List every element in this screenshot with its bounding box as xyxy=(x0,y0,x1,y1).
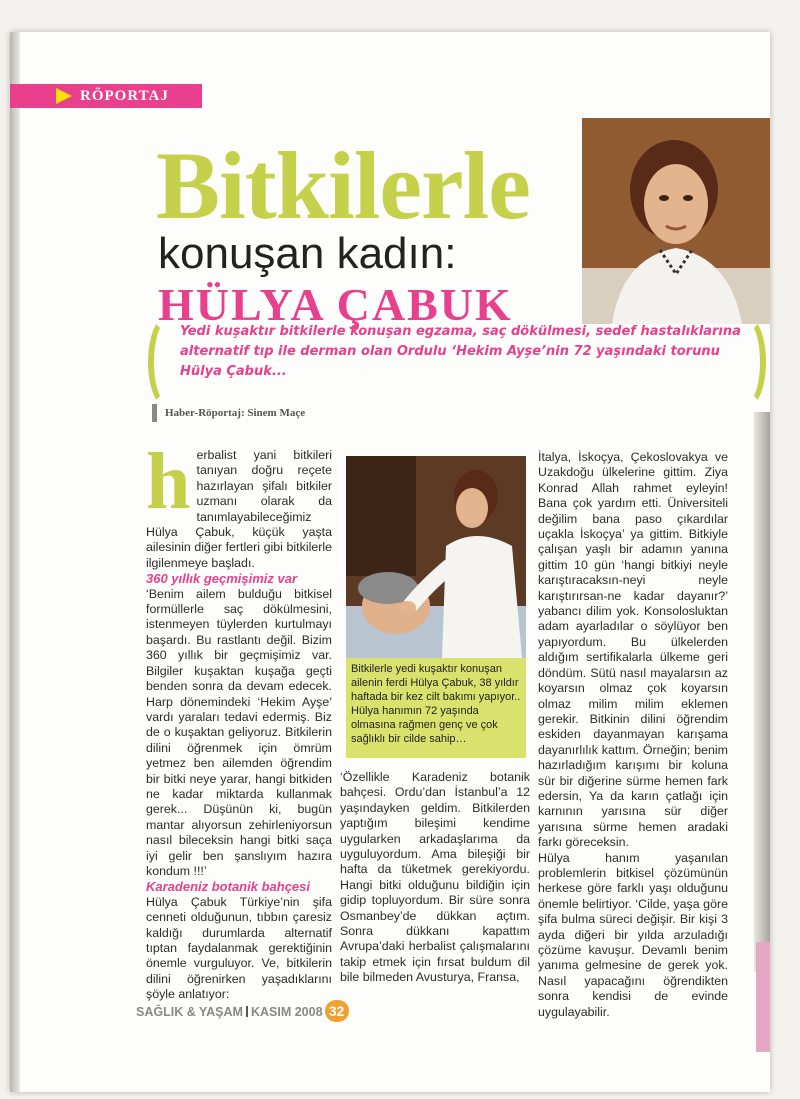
intro-bracket-right xyxy=(728,316,766,408)
portrait-photo xyxy=(582,118,770,324)
page-edge-tab xyxy=(756,942,770,1052)
paragraph: ‘Özellikle Karadeniz botanik bahçesi. Ordu’dan İstanbul’a 12 yaşındayken geldim. Bitkilerden yaptığım bileşimi kendime uygularken arkadaşlarıma da uyguluyordum. Ama bileşiği bir hafta da tüketmek gerekiyordu. Hangi bitki olduğunu bildiğin için gidip topluyordum. Bir süre sonra Osmanbey’de dükkan açtım. Sonra dükkanı kapattım Avrupa’daki herbalist çalışmalarını takip etmek için fırsat buldum dil bile bilmeden Avusturya, Fransa, xyxy=(340,770,530,985)
intro-lead: Yedi kuşaktır bitkilerle konuşan egzama, saç dökülmesi, sedef hastalıklarına alternatif tıp ile derman olan Ordulu ‘Hekim Ayşe’nin 72 yaşındaki torunu Hülya Çabuk... xyxy=(180,324,741,379)
magazine-page xyxy=(10,32,770,1092)
subheading: 360 yıllık geçmişimiz var xyxy=(146,571,298,587)
paragraph: Hülya Çabuk Türkiye’nin şifa cenneti olduğunun, tıbbın çaresiz kaldığı durumlarda alternatif tıptan faydalanmak gerektiğinin önemle vurguluyor. Ve, bitkilerin dilini öğrenirken yaşadıklarını şöyle anlatıyor: xyxy=(146,894,332,1002)
paragraph: erbalist yani bitkileri tanıyan doğru reçete hazırlayan şifalı bitkiler uzmanı olarak da tanımlayabileceğimiz Hülya Çabuk, küçük yaşta ailesinin diğer fertleri gibi bitkilerle ilgilenmeye başladı. xyxy=(146,448,332,570)
drop-cap: h xyxy=(146,438,191,526)
treatment-photo xyxy=(346,456,526,658)
page-edge-shadow xyxy=(754,412,770,972)
page-number: 32 xyxy=(325,1000,349,1022)
arrow-icon xyxy=(56,88,72,104)
text-column-2 xyxy=(340,770,530,986)
subheading: Karadeniz botanik bahçesi xyxy=(146,879,310,895)
text-column-1 xyxy=(146,438,332,1003)
photo-caption: Bitkilerle yedi kuşaktır konuşan ailenin ferdi Hülya Çabuk, 38 yıldır haftada bir kez cilt bakımı yapıyor.. Hülya hanımın 72 yaşında olmasına rağmen genç ve çok sağlıklı bir cilde sahip… xyxy=(346,658,526,758)
footer-divider xyxy=(246,1006,248,1017)
issue-date: KASIM 2008 xyxy=(250,1005,323,1019)
paragraph: ‘Benim ailem bulduğu bitkisel formüllerle saç dökülmesini, istenmeyen tüylerden kurtulmayı başardı. Bu rastlantı değil. Bizim 360 yıllık bir geçmişimiz var. Bilgiler kuşaktan kuşağa geçti benden sonra da devam edecek. Harp dönemindeki ‘Hekim Ayşe’ vardı yaraları tedavi edermiş. Biz de o kuşaktan geliyoruz. Bitkilerin dilini öğrenmek için ömrüm yetmez ben ailemden öğrendim bir bitki neye yarar, hangi bitkiden ne kadar miktarda kullanmak gerek... Düşünün ki, bugün mantar alıyorsun zehirleniyorsun nasıl bileceksin hangi bitki saça iyi gelir ben şanslıyım hazıra kondum !!!’ xyxy=(146,586,332,878)
page-spine xyxy=(10,32,20,1092)
page-footer xyxy=(136,1000,349,1023)
article-title: Bitkilerle xyxy=(156,132,530,239)
byline: Haber-Röportaj: Sinem Maçe xyxy=(152,404,305,422)
article-subtitle: konuşan kadın: xyxy=(158,229,457,278)
section-label xyxy=(10,84,202,108)
paragraph: Hülya hanım yaşanılan problemlerin bitkisel çözümünün herkese göre farklı yaşı olduğunu önemle belirtiyor. ‘Cilde, yaşa göre şifa bulma süreci değişir. Bir kişi 3 ayda diğeri bir yılda arzuladığı çözüme kavuşur. Devamlı benim yanıma gelmesine de gerek yok. Nasıl yapacağını öğrendikten sonra kendisi de evinde uygulayabilir. xyxy=(538,850,728,1019)
section-label-text: RÖPORTAJ xyxy=(80,88,169,104)
interviewee-name: HÜLYA ÇABUK xyxy=(158,279,513,330)
text-column-3 xyxy=(538,450,728,1020)
paragraph: İtalya, İskoçya, Çekoslovakya ve Uzakdoğu ülkelerine gittim. Ziya Konrad Allah rahmet eyleyin! Bana çok yardım etti. Üniversiteli değilim bana paso çıkardılar uçakla İskoçya’ ya gittim. Bitkiyle çalışan yaşlı bir adamın yanına gittim 10 gün ‘hangi bitkiyi neyle karıştıracaksın-neyi neyle karıştırırsan-ne kadar dayanır?’ yabancı dilim yok. Konsolosluktan adam ayarladılar o söylüyor ben yapıyordum. Bu ülkelerden aldığım sertifikalarla ülkeme geri döndüm. Sütü nasıl mayalarsın az koyarsın olmaz çok koyarsın olmaz milim milim eklemen gerekir. Bitkinin dilini öğrendim eskiden dayanmayan karışama dayanırlılık kattım. Örneğin; benim hazırladığım karışımı bir koluna sür bir diğerine sürme hemen fark edersin, Ya da karın çatlağı için karnının yarısına sür diğer yarısına sürme hemen aradaki farkı göreceksin. xyxy=(538,450,728,850)
magazine-name: SAĞLIK & YAŞAM xyxy=(136,1005,243,1019)
